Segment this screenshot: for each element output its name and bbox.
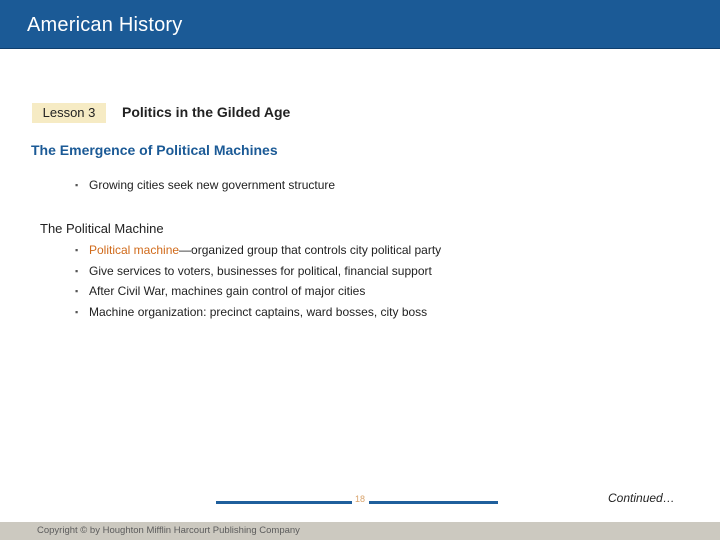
bullet-icon: ▪ bbox=[75, 286, 79, 296]
section-bullet-list bbox=[75, 175, 335, 196]
footer-bar bbox=[0, 522, 720, 540]
key-term: Political machine bbox=[89, 243, 180, 257]
title-bar bbox=[0, 0, 720, 49]
bullet-text: —organized group that controls city political party bbox=[179, 243, 442, 257]
bullet-icon: ▪ bbox=[75, 245, 79, 255]
bullet-icon: ▪ bbox=[75, 306, 79, 317]
bullet-text: Growing cities seek new government structure bbox=[89, 178, 336, 192]
course-title: American History bbox=[27, 14, 183, 36]
copyright-notice: Copyright © by Houghton Mifflin Harcourt Publishing Company bbox=[37, 525, 300, 536]
list-item bbox=[75, 281, 441, 302]
list-item bbox=[75, 261, 441, 282]
lesson-tag: Lesson 3 bbox=[32, 103, 106, 123]
bullet-icon: ▪ bbox=[75, 180, 79, 190]
bullet-text: Machine organization: precinct captains, ward bosses, city boss bbox=[89, 304, 428, 319]
subsection-bullet-list bbox=[75, 240, 441, 322]
list-item bbox=[75, 302, 441, 323]
section-heading: The Emergence of Political Machines bbox=[31, 142, 278, 158]
page-rule-right bbox=[369, 501, 498, 504]
lesson-title: Politics in the Gilded Age bbox=[122, 104, 291, 120]
list-item bbox=[75, 175, 335, 196]
subsection-heading: The Political Machine bbox=[40, 221, 164, 236]
bullet-text: Give services to voters, businesses for political, financial support bbox=[89, 263, 432, 278]
page-rule-left bbox=[216, 501, 352, 504]
bullet-text: After Civil War, machines gain control of major cities bbox=[89, 284, 366, 298]
page-number: 18 bbox=[354, 494, 365, 504]
continued-label: Continued… bbox=[608, 491, 675, 505]
list-item bbox=[75, 240, 441, 261]
bullet-icon: ▪ bbox=[75, 265, 79, 276]
